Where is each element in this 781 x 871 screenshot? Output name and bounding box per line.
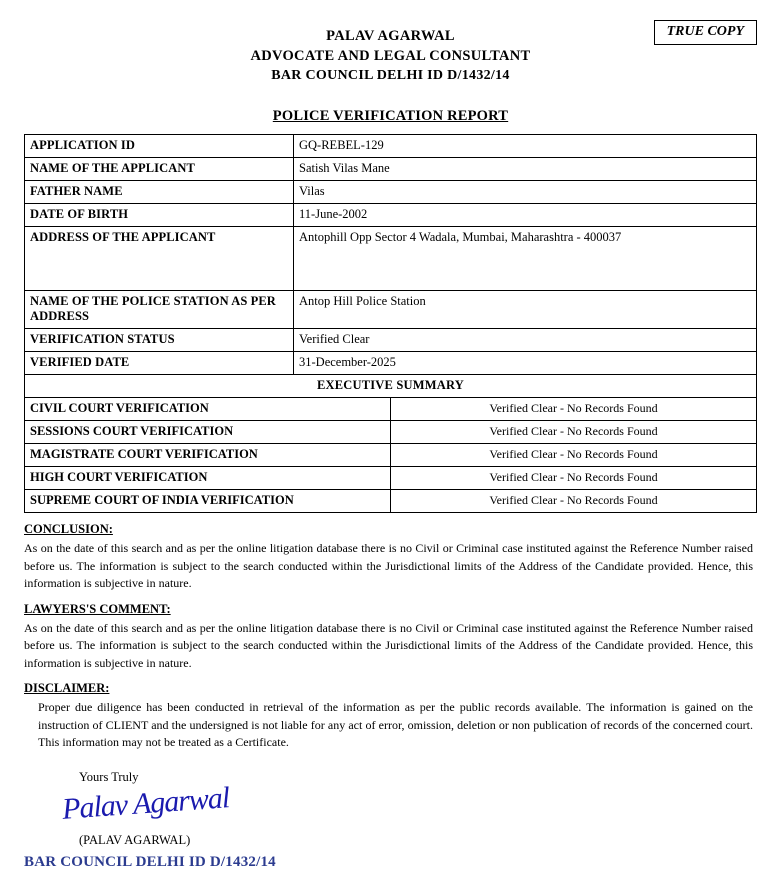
detail-label: FATHER NAME	[25, 181, 294, 204]
applicant-details-table	[24, 134, 757, 375]
verification-name: CIVIL COURT VERIFICATION	[25, 398, 391, 421]
verification-name: MAGISTRATE COURT VERIFICATION	[25, 444, 391, 467]
verification-name: SUPREME COURT OF INDIA VERIFICATION	[25, 490, 391, 513]
detail-value: Verified Clear	[294, 329, 757, 352]
detail-value: Antophill Opp Sector 4 Wadala, Mumbai, Maharashtra - 400037	[294, 227, 757, 291]
detail-label: VERIFIED DATE	[25, 352, 294, 375]
verification-name: SESSIONS COURT VERIFICATION	[25, 421, 391, 444]
table-row	[25, 352, 757, 375]
report-title: POLICE VERIFICATION REPORT	[272, 108, 509, 124]
disclaimer-text: Proper due diligence has been conducted in retrieval of the information as per the public records available. The information is gained on the instruction of CLIENT and the undersigned is not liable for any act of error, omission, deletion or non publication of records of the concerned court. This information may not be treated as a Certificate.	[38, 700, 753, 749]
document-header	[24, 26, 757, 86]
advocate-name: PALAV AGARWAL	[326, 28, 455, 44]
table-row	[25, 490, 757, 513]
detail-value: Satish Vilas Mane	[294, 158, 757, 181]
table-row	[25, 181, 757, 204]
detail-label: ADDRESS OF THE APPLICANT	[25, 227, 294, 291]
detail-label: NAME OF THE APPLICANT	[25, 158, 294, 181]
verification-result: Verified Clear - No Records Found	[391, 421, 757, 444]
verification-result: Verified Clear - No Records Found	[391, 444, 757, 467]
detail-value: 31-December-2025	[294, 352, 757, 375]
detail-value: Antop Hill Police Station	[294, 291, 757, 329]
detail-label: VERIFICATION STATUS	[25, 329, 294, 352]
lawyers-comment-text: As on the date of this search and as per the online litigation database there is no Civil or Criminal case instituted against the Reference Number raised before us. The information is subject to the search conducted within the Jurisdictional limits of the Address of the Candidate provided. Hence, this information is subjective in nature.	[24, 620, 753, 670]
handwritten-signature: Palav Agarwal	[61, 780, 231, 826]
table-header-row	[25, 375, 757, 398]
signature-area	[24, 780, 757, 831]
signatory-name: (PALAV AGARWAL)	[79, 832, 191, 847]
verification-name: HIGH COURT VERIFICATION	[25, 467, 391, 490]
executive-summary-table	[24, 374, 757, 513]
table-row	[25, 421, 757, 444]
advocate-designation: ADVOCATE AND LEGAL CONSULTANT	[250, 48, 531, 64]
signatory-bar-id: BAR COUNCIL DELHI ID D/1432/14	[24, 853, 276, 870]
table-row	[25, 204, 757, 227]
verification-result: Verified Clear - No Records Found	[391, 398, 757, 421]
detail-value: GQ-REBEL-129	[294, 135, 757, 158]
table-row	[25, 398, 757, 421]
detail-label: APPLICATION ID	[25, 135, 294, 158]
detail-value: Vilas	[294, 181, 757, 204]
table-row	[25, 158, 757, 181]
verification-result: Verified Clear - No Records Found	[391, 467, 757, 490]
advocate-bar-id: BAR COUNCIL DELHI ID D/1432/14	[271, 68, 510, 83]
table-row	[25, 467, 757, 490]
executive-summary-heading: EXECUTIVE SUMMARY	[25, 375, 757, 398]
table-row	[25, 291, 757, 329]
true-copy-stamp: TRUE COPY	[654, 20, 757, 45]
table-row	[25, 135, 757, 158]
conclusion-title: CONCLUSION:	[24, 522, 113, 536]
lawyers-comment-title: LAWYERS'S COMMENT:	[24, 601, 171, 616]
table-row	[25, 444, 757, 467]
disclaimer-title: DISCLAIMER:	[24, 681, 110, 695]
table-row	[25, 227, 757, 291]
detail-label: DATE OF BIRTH	[25, 204, 294, 227]
detail-value: 11-June-2002	[294, 204, 757, 227]
conclusion-text: As on the date of this search and as per the online litigation database there is no Civil or Criminal case instituted against the Reference Number raised before us. The information is subject to the search conducted within the Jurisdictional limits of the Address of the Candidate provided. Hence, this information is subjective in nature.	[24, 541, 753, 590]
verification-result: Verified Clear - No Records Found	[391, 490, 757, 513]
yours-truly-label: Yours Truly	[79, 769, 139, 784]
detail-label: NAME OF THE POLICE STATION AS PER ADDRESS	[25, 291, 294, 329]
table-row	[25, 329, 757, 352]
